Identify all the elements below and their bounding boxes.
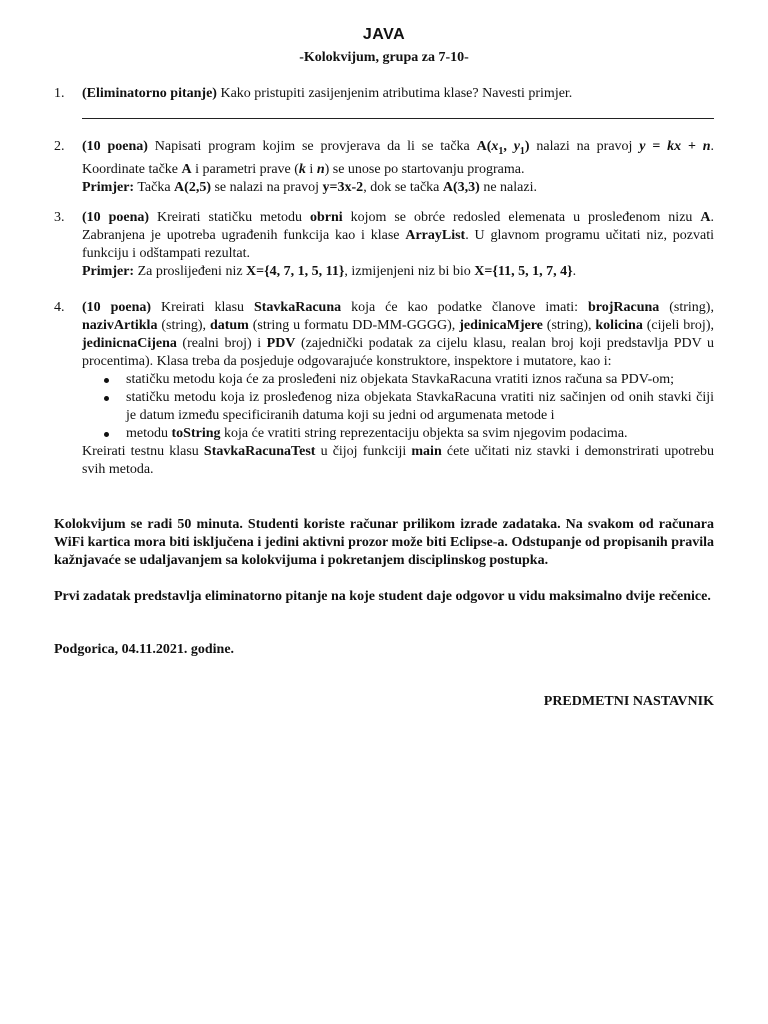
question-lead: (10 poena): [82, 139, 148, 154]
question-3: [54, 209, 714, 281]
page-subtitle: -Kolokvijum, grupa za 7-10-: [299, 50, 469, 65]
field-name: brojRacuna: [588, 300, 660, 315]
method-list: [82, 371, 714, 443]
example-line: Primjer: Tačka A(2,5) se nalazi na pravoj y=3x-2, dok se tačka A(3,3) ne nalazi.: [82, 179, 537, 195]
function-name: main: [411, 444, 442, 459]
list-item: metodu toString koja će vratiti string reprezentaciju objekta sa svim njegovim podacima.: [82, 425, 714, 443]
question-text: nalazi na pravoj: [529, 139, 640, 154]
question-1: [54, 85, 714, 103]
question-text: Kreirati statičku metodu: [149, 210, 310, 225]
question-text: i parametri prave (: [191, 161, 299, 177]
field-name: kolicina: [595, 318, 643, 333]
question-text: Kako pristupiti zasijenjenim atributima klase? Navesti primjer.: [216, 86, 573, 101]
field-name: datum: [209, 318, 249, 333]
question-number: 1.: [54, 86, 65, 101]
question-lead: (Eliminatorno pitanje): [82, 86, 217, 101]
question-text: . Koordinate tačke: [82, 139, 714, 177]
example-line: Primjer: Za proslijeđeni niz X={4, 7, 1, 5, 11}, izmijenjeni niz bi bio X={11, 5, 1, 7, 4}.: [82, 264, 577, 279]
answer-line: [82, 118, 714, 119]
field-name: jedinicnaCijena: [82, 336, 177, 351]
question-text: i: [305, 161, 317, 177]
question-text: kojom se obrće redosled elemenata u prosleđenom nizu: [342, 210, 701, 225]
question-4: 4. (10 poena) Kreirati klasu StavkaRacuna koja će kao podatke članove imati: brojRacuna (string), nazivArtikla (string), datum (string u formatu DD-MM-GGGG), jedinicaMjere (string), kolicina (cijeli broj), jedinicnaCijena (realni broj) i PDV (zajednički podatak za cijelu klasu, realan broj koji predstavlja PDV u procentima). Klasa treba da posjeduje odgovarajuće konstruktore, inspektore i mutatore, kao i: statičku metodu koja će za prosleđeni niz objekata StavkaRacuna vratiti iznos računa sa PDV-om; statičku metodu koja iz prosleđenog niza objekata StavkaRacuna vratiti niz sačinjen od onih stavki čiji je datum između specificiranih datuma koji su jedni od argumenata metode i metodu toString koja će vratiti string reprezentaciju objekta sa svim njegovim podacima. Kreirati testnu klasu StavkaRacunaTest u čijoj funkciji main ćete učitati niz stavki i demonstrirati upotrebu svih metoda.: [54, 300, 714, 477]
signature: PREDMETNI NASTAVNIK: [543, 694, 714, 709]
bullet-icon: [104, 396, 109, 401]
question-number: 4.: [54, 300, 65, 315]
class-name: ArrayList: [405, 228, 466, 243]
param-n: n: [316, 161, 325, 177]
point-expression: $A(x_1$, $y_1$): [476, 139, 530, 157]
line-equation: y = kx + n: [639, 139, 711, 154]
eliminatory-note: Prvi zadatak predstavlja eliminatorno pitanje na koje student daje odgovor u vidu maksimalno dvije rečenice.: [54, 589, 711, 604]
rules-note: Kolokvijum se radi 50 minuta. Studenti koriste računar prilikom izrade zadataka. Na svakom od računara WiFi kartica mora biti isključena i jedini aktivni prozor može biti Eclipse-a. Odstupanje od propisanih pravila kažnjavaće se udaljavanjem sa kolokvijuma i pokretanjem disciplinskog postupka.: [54, 517, 714, 568]
bullet-icon: [104, 378, 109, 383]
field-name: jedinicaMjere: [459, 318, 543, 333]
question-text: . U glavnom programu učitati niz, pozvati funkciju i odštampati rezultat.: [82, 228, 714, 261]
field-name: nazivArtikla: [82, 318, 158, 333]
point-name: A: [181, 161, 192, 177]
question-lead: (10 poena): [82, 300, 152, 315]
date-line: Podgorica, 04.11.2021. godine.: [54, 642, 235, 657]
field-name: PDV: [266, 336, 296, 351]
question-text: . Zabranjena je upotreba ugrađenih funkcija kao i klase: [82, 210, 714, 243]
list-item: statičku metodu koja će za prosleđeni niz objekata StavkaRacuna vratiti iznos računa sa PDV-om;: [82, 371, 714, 389]
list-item: statičku metodu koja iz prosleđenog niza objekata StavkaRacuna vratiti niz sačinjen od onih stavki čiji je datum između specificiranih datuma koji su jedni od argumenata metode i: [82, 389, 714, 425]
question-number: 3.: [54, 210, 65, 225]
page-title: JAVA: [362, 26, 406, 43]
question-text: ) se unose po startovanju programa.: [324, 161, 525, 177]
class-name: StavkaRacunaTest: [203, 444, 316, 459]
param-k: k: [298, 161, 306, 177]
bullet-icon: [104, 432, 109, 437]
question-text: Napisati program kojim se provjerava da li se tačka: [147, 139, 477, 154]
class-name: StavkaRacuna: [253, 300, 342, 315]
question-lead: (10 poena): [82, 210, 150, 225]
method-name: obrni: [309, 210, 343, 225]
question-number: 2.: [54, 139, 65, 154]
array-name: A: [700, 210, 711, 225]
question-2: [54, 138, 714, 197]
